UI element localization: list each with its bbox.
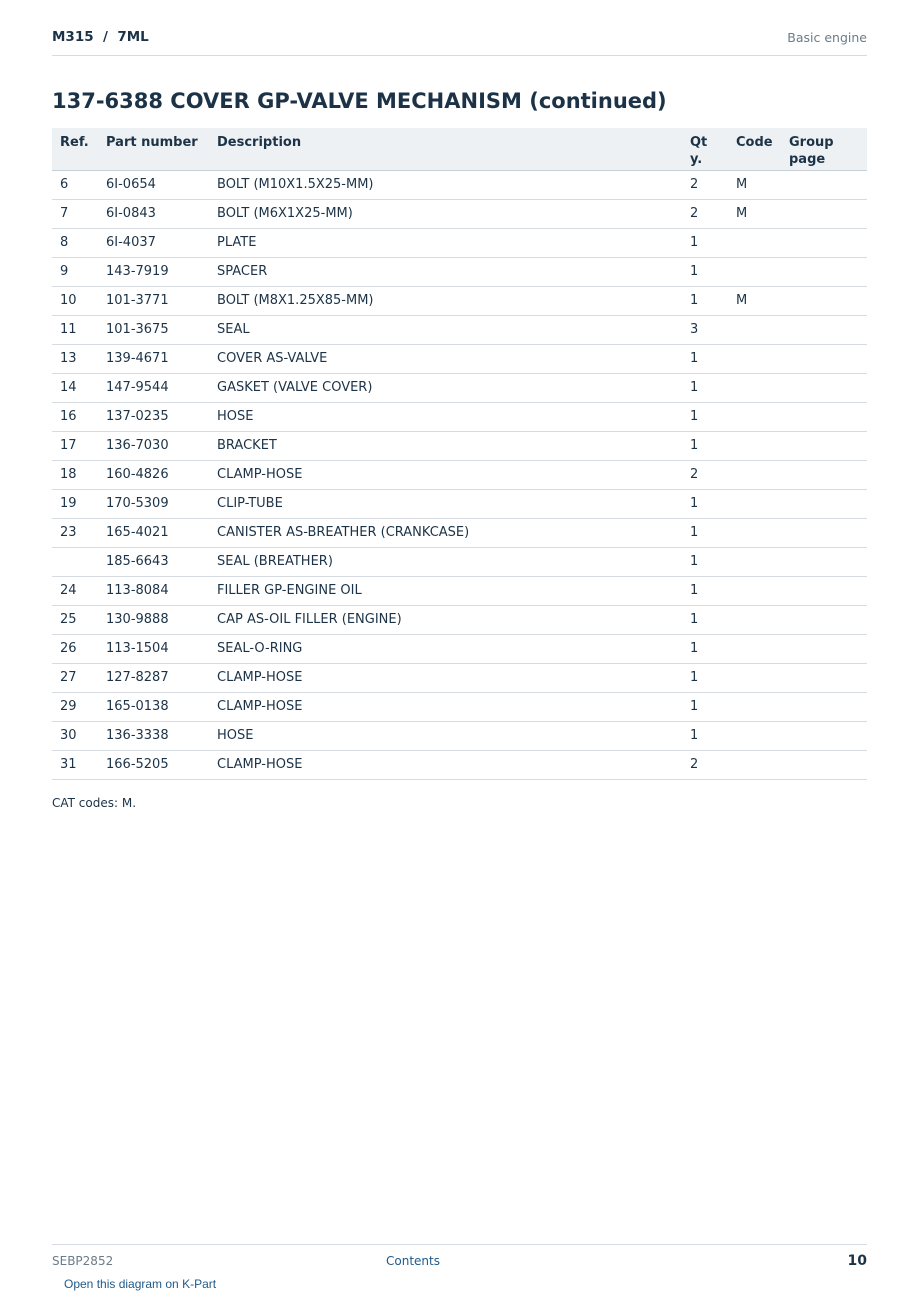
cell-qty: 1: [682, 663, 728, 692]
cell-ref: 27: [52, 663, 98, 692]
cell-part-number: 6I-0654: [98, 170, 209, 199]
cell-ref: 10: [52, 286, 98, 315]
cell-ref: 18: [52, 460, 98, 489]
cell-group-page: [781, 373, 867, 402]
cell-description: CLAMP-HOSE: [209, 750, 682, 779]
parts-table-header: [52, 128, 867, 170]
cell-group-page: [781, 518, 867, 547]
cell-part-number: 113-1504: [98, 634, 209, 663]
cell-part-number: 101-3771: [98, 286, 209, 315]
cell-qty: 1: [682, 518, 728, 547]
cell-group-page: [781, 170, 867, 199]
cell-group-page: [781, 228, 867, 257]
cell-qty: 1: [682, 431, 728, 460]
page-title-suffix: (continued): [529, 89, 667, 113]
cell-group-page: [781, 431, 867, 460]
cell-qty: 3: [682, 315, 728, 344]
parts-table-body: [52, 170, 867, 779]
table-row: [52, 663, 867, 692]
column-header-description: Description: [209, 128, 682, 170]
table-row: [52, 460, 867, 489]
table-row: [52, 750, 867, 779]
cell-group-page: [781, 460, 867, 489]
cell-code: [728, 605, 781, 634]
cell-description: PLATE: [209, 228, 682, 257]
cell-group-page: [781, 489, 867, 518]
cell-description: CAP AS-OIL FILLER (ENGINE): [209, 605, 682, 634]
cell-description: CLAMP-HOSE: [209, 663, 682, 692]
cell-group-page: [781, 402, 867, 431]
table-row: [52, 373, 867, 402]
cell-group-page: [781, 199, 867, 228]
cell-description: BRACKET: [209, 431, 682, 460]
cell-ref: 7: [52, 199, 98, 228]
cell-part-number: 6I-4037: [98, 228, 209, 257]
cell-part-number: 170-5309: [98, 489, 209, 518]
cell-code: M: [728, 199, 781, 228]
header-row: [52, 128, 867, 170]
cell-ref: 25: [52, 605, 98, 634]
column-header-group-page-label: Group page: [789, 135, 834, 167]
cell-qty: 2: [682, 460, 728, 489]
cell-description: HOSE: [209, 721, 682, 750]
cell-qty: 1: [682, 489, 728, 518]
cell-part-number: 165-4021: [98, 518, 209, 547]
cell-code: [728, 663, 781, 692]
cell-description: CLAMP-HOSE: [209, 460, 682, 489]
table-row: [52, 170, 867, 199]
cell-ref: 31: [52, 750, 98, 779]
cell-part-number: 127-8287: [98, 663, 209, 692]
column-header-qty-label: Qty.: [690, 135, 708, 167]
model-breadcrumb: M315 / 7ML: [52, 29, 149, 45]
cell-ref: 9: [52, 257, 98, 286]
cell-qty: 1: [682, 576, 728, 605]
cell-qty: 1: [682, 547, 728, 576]
cell-group-page: [781, 721, 867, 750]
cell-part-number: 101-3675: [98, 315, 209, 344]
cell-code: [728, 402, 781, 431]
cell-ref: [52, 547, 98, 576]
column-header-ref: Ref.: [52, 128, 98, 170]
cell-part-number: 139-4671: [98, 344, 209, 373]
cell-group-page: [781, 750, 867, 779]
cell-part-number: 165-0138: [98, 692, 209, 721]
cell-code: [728, 721, 781, 750]
page-title-main: 137-6388 COVER GP-VALVE MECHANISM: [52, 89, 522, 113]
column-header-qty: [682, 128, 728, 170]
cell-code: [728, 460, 781, 489]
cell-code: [728, 257, 781, 286]
page-number: 10: [847, 1253, 867, 1269]
table-row: [52, 257, 867, 286]
cell-group-page: [781, 605, 867, 634]
table-row: [52, 605, 867, 634]
cell-code: [728, 315, 781, 344]
cell-qty: 1: [682, 286, 728, 315]
page-header: [52, 28, 867, 56]
cell-qty: 1: [682, 634, 728, 663]
table-row: [52, 721, 867, 750]
cell-part-number: 113-8084: [98, 576, 209, 605]
cell-ref: 17: [52, 431, 98, 460]
cat-codes-note: CAT codes: M.: [52, 796, 137, 810]
cell-group-page: [781, 286, 867, 315]
table-row: [52, 489, 867, 518]
cell-description: BOLT (M6X1X25-MM): [209, 199, 682, 228]
cell-code: M: [728, 170, 781, 199]
cell-group-page: [781, 547, 867, 576]
cell-code: [728, 489, 781, 518]
cell-group-page: [781, 315, 867, 344]
cell-code: [728, 373, 781, 402]
table-row: [52, 315, 867, 344]
cell-code: [728, 431, 781, 460]
cell-group-page: [781, 692, 867, 721]
cell-ref: 30: [52, 721, 98, 750]
table-row: [52, 286, 867, 315]
cell-part-number: 136-7030: [98, 431, 209, 460]
cell-part-number: 166-5205: [98, 750, 209, 779]
cell-qty: 2: [682, 170, 728, 199]
table-row: [52, 431, 867, 460]
cell-qty: 1: [682, 692, 728, 721]
cell-code: [728, 344, 781, 373]
cell-part-number: 137-0235: [98, 402, 209, 431]
column-header-group-page: [781, 128, 867, 170]
cell-qty: 1: [682, 344, 728, 373]
section-name: Basic engine: [787, 30, 867, 45]
cell-description: CANISTER AS-BREATHER (CRANKCASE): [209, 518, 682, 547]
cell-ref: 26: [52, 634, 98, 663]
cell-part-number: 6I-0843: [98, 199, 209, 228]
cell-ref: 11: [52, 315, 98, 344]
table-row: [52, 547, 867, 576]
cell-group-page: [781, 663, 867, 692]
cell-part-number: 143-7919: [98, 257, 209, 286]
cell-qty: 1: [682, 228, 728, 257]
cell-part-number: 130-9888: [98, 605, 209, 634]
cell-group-page: [781, 576, 867, 605]
cell-description: SEAL-O-RING: [209, 634, 682, 663]
cell-code: [728, 750, 781, 779]
column-header-part-number: Part number: [98, 128, 209, 170]
cell-code: [728, 634, 781, 663]
cell-description: SPACER: [209, 257, 682, 286]
cell-ref: 24: [52, 576, 98, 605]
cell-code: [728, 692, 781, 721]
table-row: [52, 518, 867, 547]
cell-qty: 1: [682, 402, 728, 431]
cell-ref: 19: [52, 489, 98, 518]
cell-qty: 1: [682, 721, 728, 750]
table-row: [52, 402, 867, 431]
cell-code: [728, 228, 781, 257]
cell-description: CLAMP-HOSE: [209, 692, 682, 721]
page-footer: [52, 1244, 867, 1295]
table-row: [52, 634, 867, 663]
table-row: [52, 344, 867, 373]
cell-part-number: 160-4826: [98, 460, 209, 489]
cell-group-page: [781, 344, 867, 373]
cell-ref: 14: [52, 373, 98, 402]
cell-qty: 1: [682, 605, 728, 634]
cell-ref: 13: [52, 344, 98, 373]
parts-table: [52, 128, 867, 780]
cell-description: HOSE: [209, 402, 682, 431]
open-kpart-link[interactable]: Open this diagram on K-Part: [64, 1277, 217, 1291]
cell-group-page: [781, 257, 867, 286]
contents-link[interactable]: Contents: [386, 1254, 440, 1268]
page-title: [52, 89, 667, 113]
cell-description: GASKET (VALVE COVER): [209, 373, 682, 402]
cell-ref: 8: [52, 228, 98, 257]
cell-qty: 1: [682, 257, 728, 286]
cell-group-page: [781, 634, 867, 663]
cell-description: COVER AS-VALVE: [209, 344, 682, 373]
cell-ref: 16: [52, 402, 98, 431]
column-header-code: Code: [728, 128, 781, 170]
cell-ref: 29: [52, 692, 98, 721]
table-row: [52, 199, 867, 228]
document-id: SEBP2852: [52, 1254, 114, 1268]
table-row: [52, 576, 867, 605]
cell-description: CLIP-TUBE: [209, 489, 682, 518]
cell-description: SEAL (BREATHER): [209, 547, 682, 576]
cell-code: [728, 518, 781, 547]
table-row: [52, 692, 867, 721]
cell-code: [728, 576, 781, 605]
cell-part-number: 147-9544: [98, 373, 209, 402]
table-row: [52, 228, 867, 257]
cell-qty: 2: [682, 199, 728, 228]
cell-qty: 2: [682, 750, 728, 779]
cell-description: SEAL: [209, 315, 682, 344]
cell-code: M: [728, 286, 781, 315]
cell-code: [728, 547, 781, 576]
cell-ref: 23: [52, 518, 98, 547]
cell-part-number: 185-6643: [98, 547, 209, 576]
cell-part-number: 136-3338: [98, 721, 209, 750]
cell-qty: 1: [682, 373, 728, 402]
cell-description: BOLT (M8X1.25X85-MM): [209, 286, 682, 315]
cell-ref: 6: [52, 170, 98, 199]
cell-description: BOLT (M10X1.5X25-MM): [209, 170, 682, 199]
cell-description: FILLER GP-ENGINE OIL: [209, 576, 682, 605]
